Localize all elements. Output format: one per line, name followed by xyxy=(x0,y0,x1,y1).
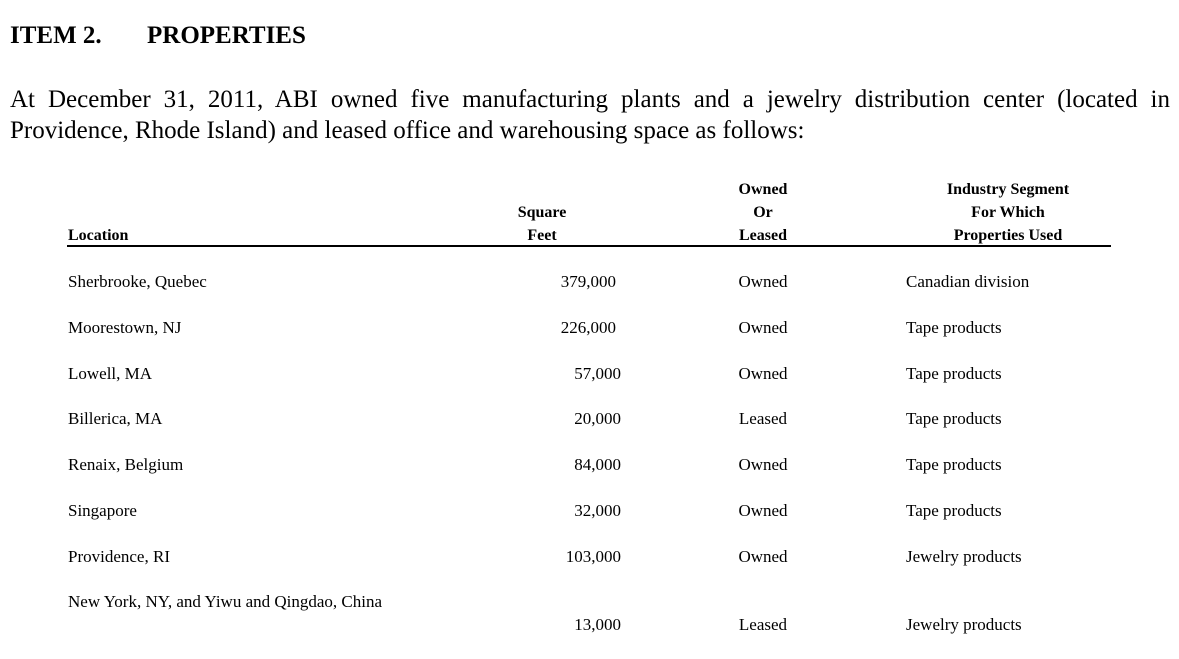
header-location: Location xyxy=(68,227,129,244)
section-title: PROPERTIES xyxy=(147,22,306,49)
header-rule xyxy=(67,245,1111,247)
cell-segment: Jewelry products xyxy=(906,615,1022,634)
cell-owned-leased: Owned xyxy=(738,547,788,566)
table-row xyxy=(0,590,1179,650)
cell-owned-leased: Owned xyxy=(738,272,788,291)
cell-location: Moorestown, NJ xyxy=(68,318,182,337)
cell-square-feet: 103,000 xyxy=(565,547,621,566)
cell-segment: Tape products xyxy=(906,364,1002,383)
cell-location: Billerica, MA xyxy=(68,409,163,428)
cell-square-feet: 32,000 xyxy=(574,501,621,520)
cell-square-feet: 84,000 xyxy=(574,455,621,474)
cell-segment: Tape products xyxy=(906,501,1002,520)
cell-segment: Jewelry products xyxy=(906,547,1022,566)
cell-square-feet: 13,000 xyxy=(574,615,621,634)
cell-owned-leased: Leased xyxy=(738,615,788,634)
section-heading xyxy=(10,22,306,50)
cell-owned-leased: Leased xyxy=(738,409,788,428)
cell-square-feet: 379,000 xyxy=(560,272,616,291)
cell-location: Providence, RI xyxy=(68,547,170,566)
cell-owned-leased: Owned xyxy=(738,318,788,337)
cell-square-feet: 57,000 xyxy=(574,364,621,383)
intro-paragraph: At December 31, 2011, ABI owned five manufacturing plants and a jewelry distribution center (located in Providence, Rhode Island) and leased office and warehousing space as follows: xyxy=(10,86,1170,144)
item-number: ITEM 2. xyxy=(10,22,102,49)
header-industry-segment: Industry Segment For Which Properties Used xyxy=(946,181,1070,244)
cell-square-feet: 20,000 xyxy=(574,409,621,428)
cell-location: Sherbrooke, Quebec xyxy=(68,272,207,291)
cell-square-feet: 226,000 xyxy=(560,318,616,337)
cell-location: Lowell, MA xyxy=(68,364,153,383)
cell-location: Singapore xyxy=(68,501,137,520)
cell-segment: Tape products xyxy=(906,318,1002,337)
cell-segment: Tape products xyxy=(906,409,1002,428)
cell-owned-leased: Owned xyxy=(738,501,788,520)
cell-location: Renaix, Belgium xyxy=(68,455,184,474)
cell-owned-leased: Owned xyxy=(738,455,788,474)
header-owned-or-leased: Owned Or Leased xyxy=(738,181,788,244)
cell-segment: Tape products xyxy=(906,455,1002,474)
cell-segment: Canadian division xyxy=(906,272,1030,291)
cell-location: New York, NY, and Yiwu and Qingdao, China xyxy=(68,592,383,611)
cell-owned-leased: Owned xyxy=(738,364,788,383)
header-square-feet: Square Feet xyxy=(517,204,567,244)
